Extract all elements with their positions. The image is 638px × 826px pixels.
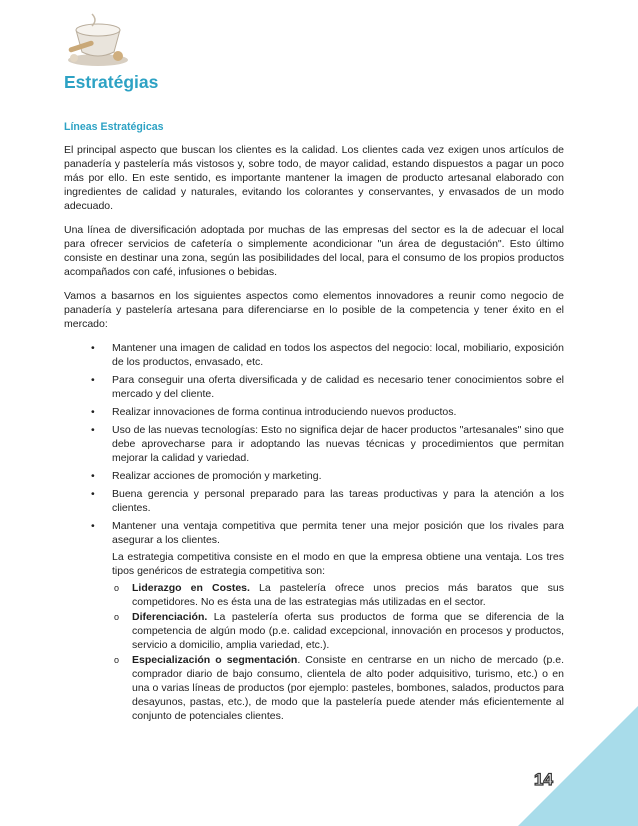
bullet-icon: • (91, 342, 95, 354)
circle-bullet-icon: o (114, 583, 120, 593)
circle-bullet-icon: o (114, 655, 120, 665)
list-item: • Mantener una ventaja competitiva que permita tener una mejor posición que los rivales para asegurar a los clientes. La estrategia competitiva consiste en el modo en que la empresa obtiene una ventaja. Los tres tipos genéricos de estrategia competitiva son: o Liderazgo en Costes. La pastelería ofrece unos precios más baratos que sus competidores. No es ésta una de las estrategias más utilizadas en el sector. o Diferenciación. La pastelería oferta sus productos de forma que se diferencia de la competencia de algún modo (p.e. calidad excepcional, innovación en procesos y productos, servicio a domicilio, amplia variedad, etc.). o Especialización o segmentación. Consiste en centrarse en un nicho de mercado (p.e. comprador diario de bajo consumo, clientela de alto poder adquisitivo, turismo, etc.) o en una o varias líneas de productos (por ejemplo: pasteles, bombones, salados, productos para desayunos, pastas, etc.), de modo que la pastelería puede atender más eficientemente al conjunto de potenciales clientes. (91, 520, 564, 722)
bakery-logo-image (62, 8, 134, 68)
strategy-item: o Especialización o segmentación. Consiste en centrarse en un nicho de mercado (p.e. comprador diario de bajo consumo, clientela de alto poder adquisitivo, turismo, etc.) o en una o varias líneas de productos (por ejemplo: pasteles, bombones, salados, productos para desayunos, pastas, etc.), de modo que la pastelería puede atender más eficientemente al conjunto de potenciales clientes. (114, 654, 564, 722)
paragraph: Vamos a basarnos en los siguientes aspectos como elementos innovadores a reunir como negocio de panadería y pastelería artesana para diferenciarse en lo posible de la competencia y tener éxito en el mercado: (64, 290, 564, 330)
strategy-term: Liderazgo en Costes. (132, 582, 250, 594)
bullet-icon: • (91, 374, 95, 386)
list-item: • Mantener una imagen de calidad en todos los aspectos del negocio: local, mobiliario, exposición de los productos, envasado, etc. (91, 342, 564, 368)
strategy-list (112, 581, 564, 723)
list-item: • Uso de las nuevas tecnologías: Esto no significa dejar de hacer productos "artesanales" sino que debe aprovecharse para ir adoptando las nuevas técnicas y procedimientos que permitan mejorar la calidad y variedad. (91, 424, 564, 464)
bullet-icon: • (91, 470, 95, 482)
corner-triangle-decoration (518, 706, 638, 826)
list-item: • Realizar acciones de promoción y marketing. (91, 470, 322, 482)
list-item: • Realizar innovaciones de forma continua introduciendo nuevos productos. (91, 406, 457, 418)
paragraph: El principal aspecto que buscan los clientes es la calidad. Los clientes cada vez exigen unos artículos de panadería y pastelería más vistosos y, sobre todo, de mayor calidad, estando dispuestos a pagar un poco más por ello. En este sentido, es importante mantener la imagen de producto artesanal elaborado con ingredientes de calidad y naturales, evitando los colorantes y conservantes, y envasados de un modo adecuado. (64, 144, 564, 212)
page-number: 14 (534, 770, 553, 789)
strategy-term: Especialización o segmentación (132, 654, 298, 666)
section-subtitle: Líneas Estratégicas (64, 121, 164, 133)
bullet-icon: • (91, 406, 95, 418)
list-item: • Para conseguir una oferta diversificada y de calidad es necesario tener conocimientos sobre el mercado y del cliente. (91, 374, 564, 400)
strategy-term: Diferenciación. (132, 611, 208, 623)
circle-bullet-icon: o (114, 612, 120, 622)
paragraph: Una línea de diversificación adoptada por muchas de las empresas del sector es la de adecuar el local para ofrecer servicios de cafetería o simplemente acondicionar "un área de degustación". Esto último consiste en destinar una zona, según las posibilidades del local, para el consumo de los propios productos acompañados con café, infusiones o bebidas. (64, 224, 564, 278)
list-item: • Buena gerencia y personal preparado para las tareas productivas y para la atención a los clientes. (91, 488, 564, 514)
page-title: Estratégias (64, 72, 159, 92)
bullet-icon: • (91, 488, 95, 500)
bullet-icon: • (91, 520, 95, 532)
document-body (64, 143, 564, 727)
innovation-list (64, 341, 564, 723)
competitive-strategy-intro: La estrategia competitiva consiste en el modo en que la empresa obtiene una ventaja. Los tres tipos genéricos de estrategia competitiva son: (112, 551, 564, 577)
bullet-icon: • (91, 424, 95, 436)
strategy-item: o Liderazgo en Costes. La pastelería ofrece unos precios más baratos que sus competidores. No es ésta una de las estrategias más utilizadas en el sector. (114, 582, 564, 608)
strategy-item: o Diferenciación. La pastelería oferta sus productos de forma que se diferencia de la competencia de algún modo (p.e. calidad excepcional, innovación en procesos y productos, servicio a domicilio, amplia variedad, etc.). (114, 611, 564, 651)
